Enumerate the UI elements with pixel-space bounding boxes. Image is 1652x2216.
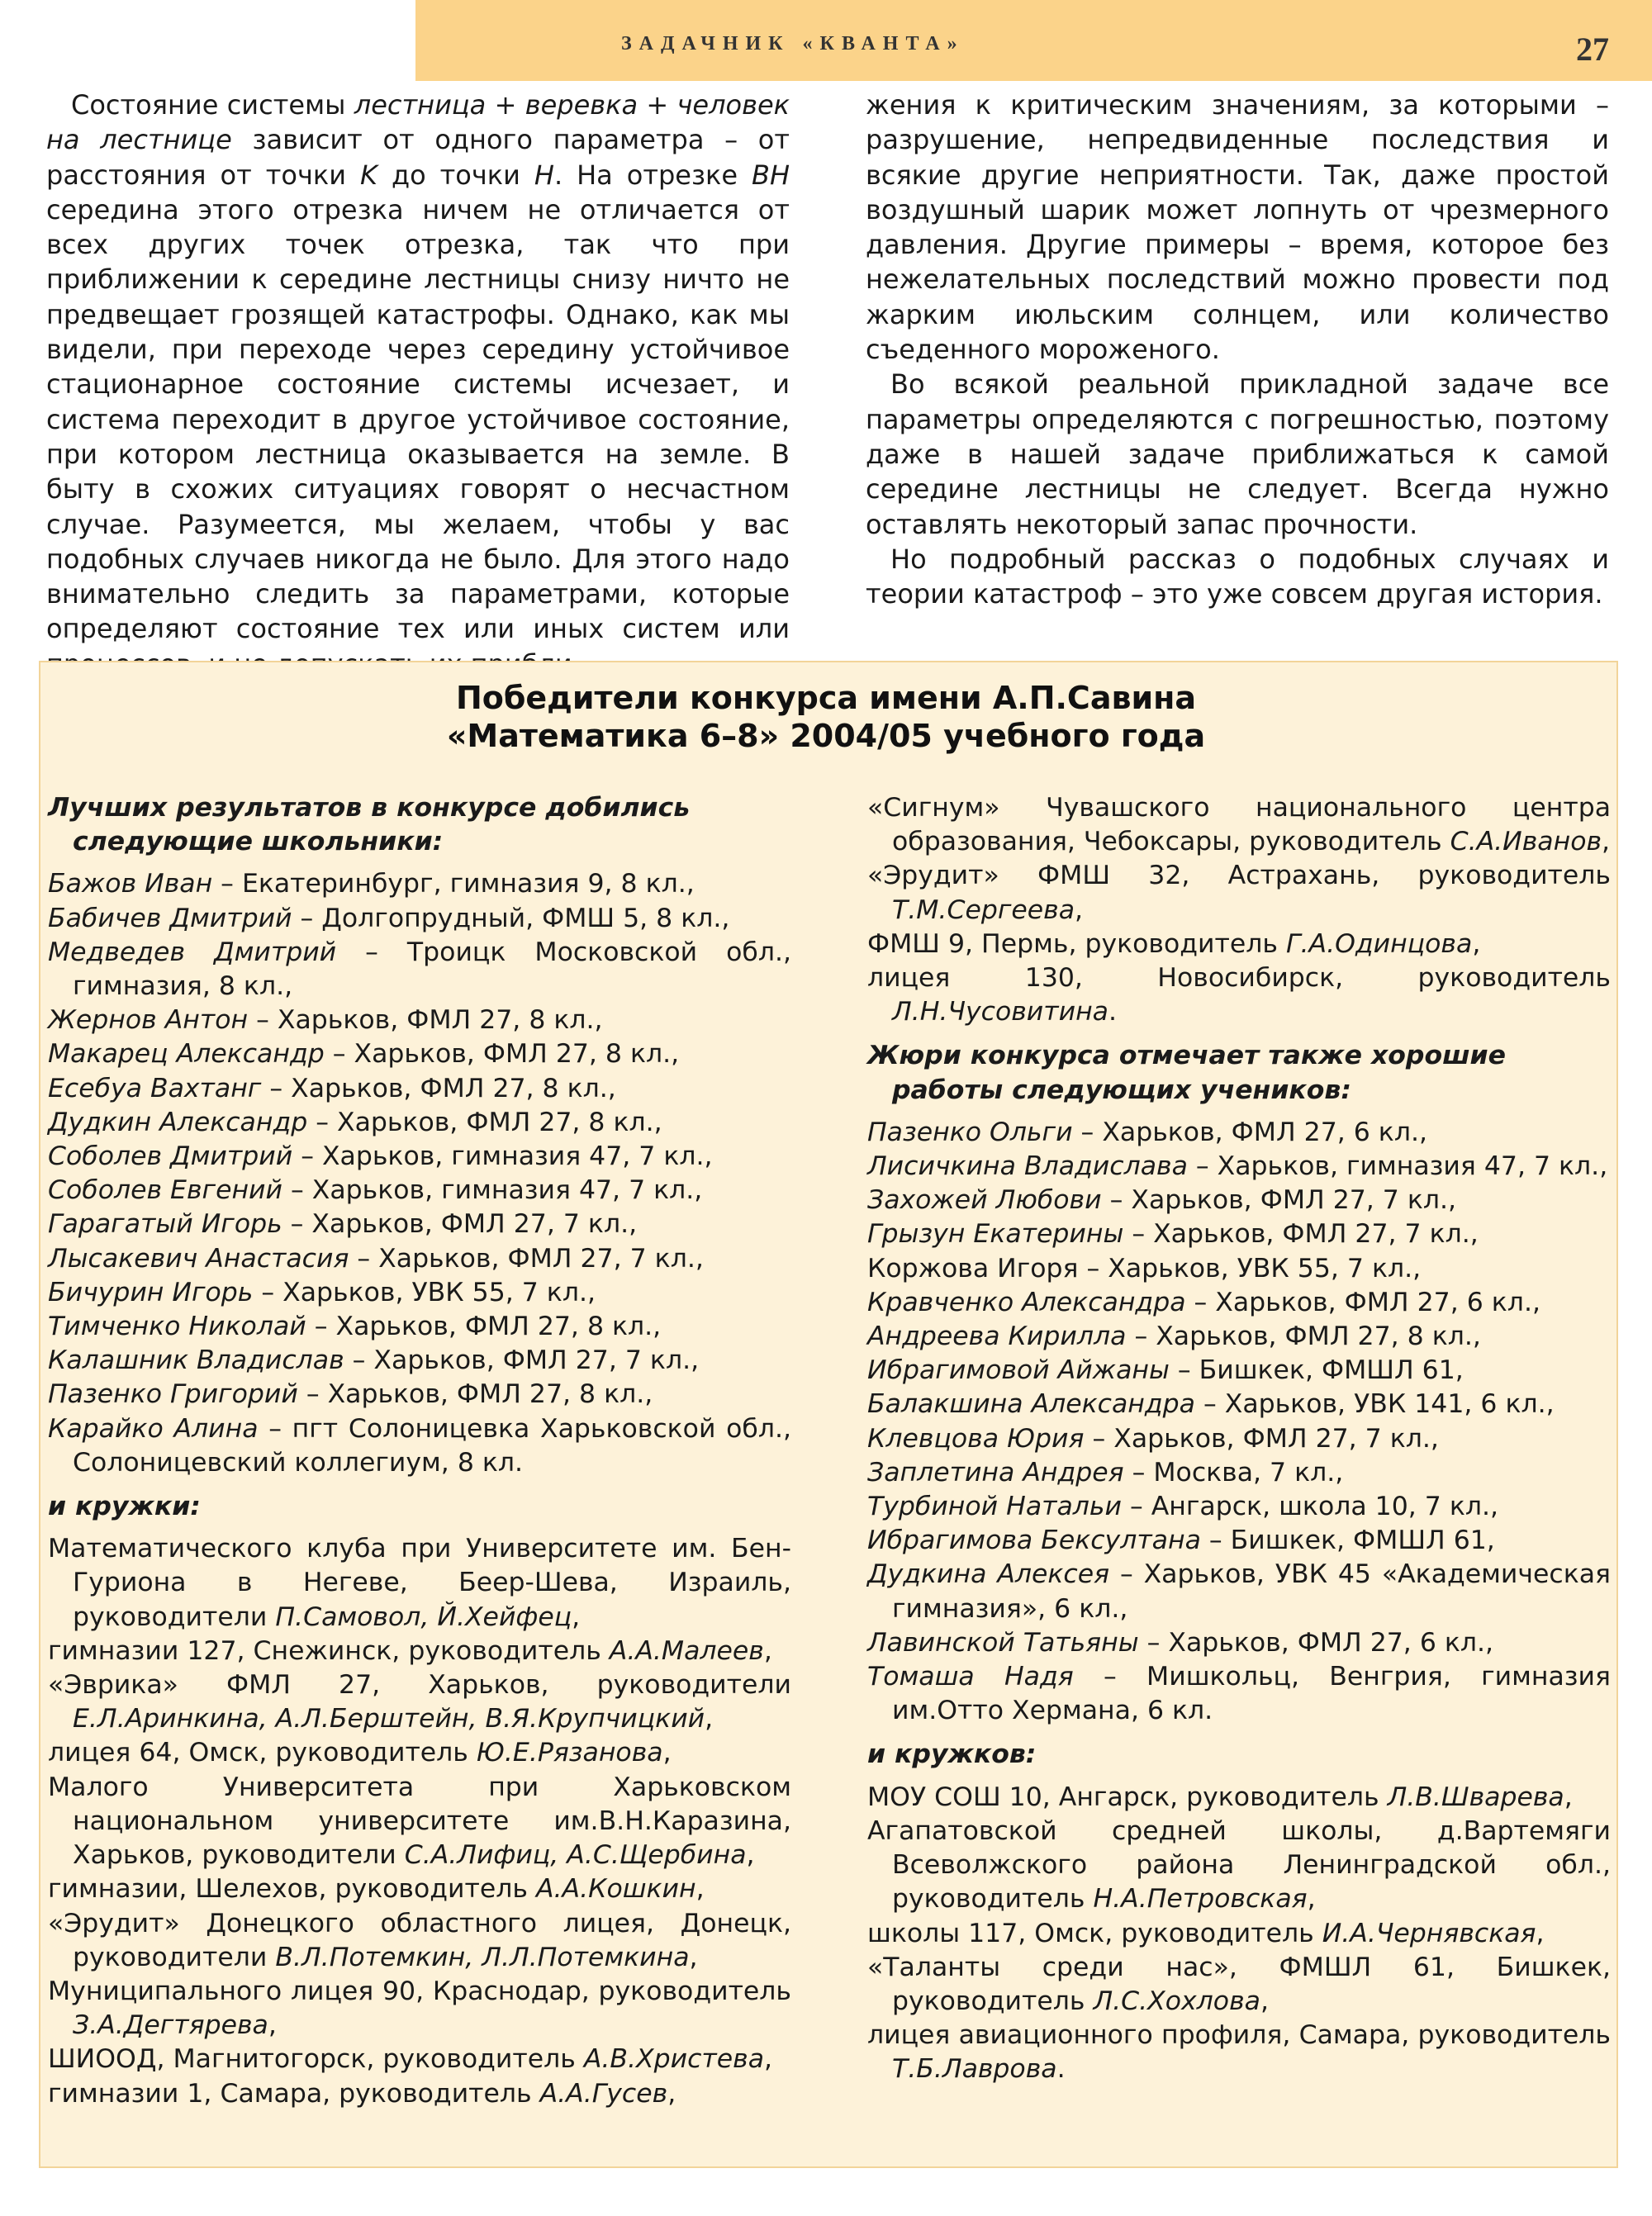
italic-span: Пазенко Ольги (867, 1117, 1073, 1147)
italic-span: А.А.Гусев (539, 2078, 668, 2109)
text-span: «Эрудит» ФМШ 32, Астрахань, руководитель (867, 861, 1611, 891)
text-span: жения к критическим значениям, за которыми – разрушение, непредвиденные последствия и всякие другие неприятности. Так, даже простой воздушный шарик может лопнуть от чрезмерного давления. Другие примеры – время, которое без нежелательных последствий можно провести под жарким июльским солнцем, или количество съеденного мороженого. (866, 89, 1609, 366)
list-item (48, 1668, 791, 1736)
list-item (867, 1660, 1611, 1728)
list-item (48, 1378, 791, 1412)
text-span: – Екатеринбург, гимназия 9, 8 кл., (212, 869, 695, 899)
list-item (48, 1412, 791, 1480)
list-item (48, 2077, 791, 2111)
italic-span: Медведев Дмитрий (48, 937, 337, 967)
list-item (48, 1771, 791, 1873)
list-item (48, 936, 791, 1004)
italic-span: Л.Н.Чусовитина (892, 997, 1108, 1027)
text-span: «Сигнум» Чувашского национального центра образования, Чебоксары, руководитель (867, 793, 1611, 857)
italic-span: Дудкин Александр (48, 1107, 308, 1137)
text-span: лицея 130, Новосибирск, руководитель (867, 963, 1611, 994)
text-span: , (667, 2078, 676, 2109)
italic-span: А.В.Христева (583, 2044, 764, 2075)
text-span: «Эрудит» Донецкого областного лицея, Донецк, руководители (48, 1908, 791, 1972)
text-span: – Мишкольц, Венгрия, гимназия им.Отто Хермана, 6 кл. (892, 1662, 1611, 1726)
text-span: середина этого отрезка ничем не отличается от всех других точек отрезка, так что при приближении к середине лестницы снизу ничто не предвещает грозящей катастрофы. Однако, как мы видели, при переходе через середину устойчивое стационарное состояние системы исчезает, и система переходит в другое устойчивое состояние, при котором лестница оказывается на земле. В быту в схожих ситуациях говорят о несчастном случае. Разумеется, мы желаем, чтобы у вас подобных случаев никогда не было. Для этого надо внимательно следить за параметрами, которые определяют состояние тех или иных систем или (46, 193, 790, 645)
list-item (867, 1422, 1611, 1456)
italic-span: Пазенко Григорий (48, 1379, 298, 1410)
italic-span: Ибрагимовой Айжаны (867, 1355, 1170, 1386)
list-item (48, 1532, 791, 1635)
text-span: ШИООД, Магнитогорск, руководитель (48, 2044, 584, 2075)
winners-title-line2: «Математика 6–8» 2004/05 учебного года (446, 718, 1206, 754)
text-span: – Харьков, ФМЛ 27, 6 кл., (1072, 1117, 1427, 1147)
list-item (48, 1072, 791, 1106)
text-span: Состояние системы (71, 89, 354, 121)
list-item (867, 2019, 1611, 2086)
list-item (867, 1184, 1611, 1217)
text-span: – Харьков, УВК 55, 7 кл., (253, 1277, 596, 1307)
text-span: гимназии, Шелехов, руководитель (48, 1874, 536, 1905)
list-item (48, 1736, 791, 1770)
text-span: Но подробный рассказ о подобных случаях и теории катастроф – это уже совсем другая история. (866, 543, 1609, 610)
italic-span: Бажов Иван (48, 869, 213, 899)
list-item (48, 1208, 791, 1241)
italic-span: Ибрагимова Бексултана (867, 1526, 1201, 1556)
running-header: ЗАДАЧНИК «КВАНТА» (621, 33, 965, 55)
text-span: школы 117, Омск, руководитель (867, 1918, 1322, 1948)
text-span: , (705, 1704, 714, 1734)
list-item (867, 791, 1611, 859)
italic-span: Бичурин Игорь (48, 1277, 254, 1307)
list-item (48, 902, 791, 936)
italic-span: И.А.Чернявская (1322, 1918, 1536, 1948)
text-span: Коржова Игоря – Харьков, УВК 55, 7 кл., (867, 1253, 1422, 1284)
italic-span: Есебуа Вахтанг (48, 1073, 262, 1103)
text-span: Малого Университета при Харьковском национальном университете им.В.Н.Каразина, Харьков, руководители (48, 1772, 791, 1871)
article-column-right (866, 88, 1609, 611)
text-span: , (1536, 1918, 1545, 1948)
list-item (867, 1116, 1611, 1150)
italic-span: Соболев Дмитрий (48, 1141, 293, 1172)
text-span: МОУ СОШ 10, Ангарск, руководитель (867, 1782, 1388, 1812)
text-span: – Харьков, ФМЛ 27, 8 кл., (306, 1312, 662, 1342)
text-span: ФМШ 9, Пермь, руководитель (867, 928, 1286, 959)
text-span: – Харьков, УВК 45 «Академическая гимназия», 6 кл., (892, 1559, 1611, 1624)
list-item (867, 1354, 1611, 1388)
list-item (48, 1975, 791, 2043)
text-span: – Харьков, гимназия 47, 7 кл., (292, 1141, 713, 1172)
list-item (867, 1524, 1611, 1558)
winners-list-right (867, 791, 1611, 2087)
italic-span: лестница + веревка + человек на лестнице (46, 89, 790, 156)
list-heading: Лучших результатов в конкурсе добились следующие школьники: (48, 793, 691, 857)
italic-span: Андреева Кирилла (867, 1322, 1127, 1352)
italic-span: Лысакевич Анастасия (48, 1243, 349, 1274)
text-span: – Харьков, ФМЛ 27, 8 кл., (324, 1039, 680, 1070)
italic-span: Г.А.Одинцова (1285, 928, 1473, 959)
list-item (48, 1907, 791, 1975)
italic-span: Лавинской Татьяны (867, 1627, 1139, 1658)
text-span: – Харьков, ФМЛ 27, 7 кл., (1123, 1219, 1479, 1250)
italic-span: Т.М.Сергеева (892, 894, 1075, 925)
text-span: Математического клуба при Университете им. Бен-Гуриона в Негеве, Беер-Шева, Израиль, руководители (48, 1534, 791, 1632)
italic-span: А.А.Малеев (609, 1635, 764, 1666)
text-span: «Таланты среди нас», ФМШЛ 61, Бишкек, руководитель (867, 1952, 1611, 2016)
text-span: – Харьков, ФМЛ 27, 8 кл., (307, 1107, 662, 1137)
italic-span: Н.А.Петровская (1093, 1884, 1308, 1915)
list-item (867, 859, 1611, 927)
text-span: – Харьков, ФМЛ 27, 7 кл., (344, 1345, 700, 1376)
text-span: Агапатовской средней школы, д.Вартемяги Всеволжского района Ленинградской обл., руководитель (867, 1815, 1611, 1915)
list-item (867, 1252, 1611, 1286)
page-number: 27 (1576, 31, 1609, 68)
list-item (867, 1626, 1611, 1660)
italic-span: Грызун Екатерины (867, 1219, 1124, 1250)
italic-span: П.Самовол, Й.Хейфец (275, 1601, 572, 1632)
text-span: , (1075, 894, 1084, 925)
italic-span: Гарагатый Игорь (48, 1209, 282, 1240)
list-item (867, 1286, 1611, 1320)
article-paragraph (866, 542, 1609, 612)
text-span: – Харьков, УВК 141, 6 кл., (1194, 1389, 1555, 1420)
italic-span: А.А.Кошкин (535, 1874, 696, 1905)
italic-span: BH (752, 159, 790, 191)
italic-span: Кравченко Александра (867, 1287, 1186, 1317)
italic-span: С.А.Лифиц, А.С.Щербина (404, 1840, 747, 1871)
text-span: – Ангарск, школа 10, 7 кл., (1121, 1492, 1499, 1522)
list-item (867, 1781, 1611, 1815)
italic-span: Жернов Антон (48, 1005, 249, 1036)
list-item (48, 1174, 791, 1208)
italic-span: В.Л.Потемкин, Л.Л.Потемкина (275, 1942, 690, 1972)
italic-span: Ю.Е.Рязанова (476, 1738, 663, 1768)
text-span: «Эврика» ФМЛ 27, Харьков, руководители (48, 1670, 791, 1701)
text-span: – Харьков, ФМЛ 27, 6 кл., (1185, 1287, 1540, 1317)
italic-span: Е.Л.Аринкина, А.Л.Берштейн, В.Я.Крупчицкий (73, 1704, 705, 1734)
list-item (48, 1140, 791, 1174)
list-item (48, 1276, 791, 1310)
text-span: . (1108, 997, 1117, 1027)
list-item (867, 1217, 1611, 1251)
text-span: – Долгопрудный, ФМШ 5, 8 кл., (292, 903, 730, 933)
list-item (867, 1388, 1611, 1421)
text-span: – Харьков, ФМЛ 27, 7 кл., (1101, 1185, 1457, 1216)
italic-span: Макарец Александр (48, 1039, 325, 1070)
list-heading: Жюри конкурса отмечает также хорошие работы следующих учеников: (867, 1041, 1506, 1105)
text-span: , (764, 2044, 773, 2075)
list-item (48, 1872, 791, 1906)
text-span: Муниципального лицея 90, Краснодар, руководитель (48, 1976, 791, 2006)
italic-span: Дудкина Алексея (867, 1559, 1110, 1590)
list-item (48, 1037, 791, 1071)
text-span: – Троицк Московской обл., гимназия, 8 кл., (73, 937, 791, 1002)
text-span: лицея 64, Омск, руководитель (48, 1738, 477, 1768)
text-span: , (572, 1601, 581, 1632)
italic-span: Л.С.Хохлова (1093, 1986, 1260, 2016)
list-item (48, 1344, 791, 1378)
italic-span: Клевцова Юрия (867, 1423, 1085, 1454)
text-span: – Харьков, ФМЛ 27, 6 кл., (1138, 1627, 1494, 1658)
article-paragraph (46, 88, 790, 681)
list-item (867, 961, 1611, 1029)
text-span: – Харьков, гимназия 47, 7 кл., (1187, 1151, 1608, 1182)
italic-span: С.А.Иванов (1450, 827, 1602, 857)
italic-span: Бабичев Дмитрий (48, 903, 292, 933)
article-paragraph (866, 367, 1609, 541)
text-span: , (1260, 1986, 1269, 2016)
winners-title-line1: Победители конкурса имени А.П.Савина (455, 680, 1197, 716)
list-item (48, 1004, 791, 1037)
italic-span: Соболев Евгений (48, 1175, 282, 1206)
text-span: , (1307, 1884, 1316, 1915)
list-item (867, 1815, 1611, 1917)
list-item (48, 1635, 791, 1668)
article-paragraph (866, 88, 1609, 367)
italic-span: Тимченко Николай (48, 1312, 306, 1342)
list-item (48, 1106, 791, 1140)
italic-span: Турбиной Натальи (867, 1492, 1122, 1522)
text-span: , (268, 2010, 277, 2041)
text-span: . На отрезке (553, 159, 752, 191)
list-item (867, 1490, 1611, 1524)
text-span: – Харьков, ФМЛ 27, 7 кл., (282, 1209, 638, 1240)
text-span: , (662, 1738, 672, 1768)
text-span: – Москва, 7 кл., (1123, 1457, 1344, 1488)
text-span: – Харьков, гимназия 47, 7 кл., (282, 1175, 703, 1206)
text-span: гимназии 127, Снежинск, руководитель (48, 1635, 610, 1666)
list-item (867, 1320, 1611, 1354)
italic-span: Заплетина Андрея (867, 1457, 1124, 1488)
winners-list-left (48, 791, 791, 2111)
text-span: – Харьков, ФМЛ 27, 8 кл., (261, 1073, 616, 1103)
italic-span: Л.В.Шварева (1387, 1782, 1564, 1812)
text-span: – Харьков, ФМЛ 27, 8 кл., (248, 1005, 603, 1036)
list-item (867, 1558, 1611, 1625)
text-span: – Бишкек, ФМШЛ 61, (1169, 1355, 1464, 1386)
italic-span: K (359, 159, 377, 191)
italic-span: З.А.Дегтярева (73, 2010, 268, 2041)
winners-title (0, 679, 1652, 755)
text-span: , (1602, 827, 1611, 857)
list-heading: и кружков: (867, 1739, 1037, 1770)
text-span: – Харьков, ФМЛ 27, 8 кл., (1126, 1322, 1481, 1352)
text-span: – Бишкек, ФМШЛ 61, (1200, 1526, 1495, 1556)
text-span: – пгт Солоницевка Харьковской обл., Солоницевский коллегиум, 8 кл. (73, 1413, 791, 1478)
italic-span: Томаша Надя (867, 1662, 1074, 1692)
italic-span: Т.Б.Лаврова (892, 2054, 1057, 2085)
text-span: Во всякой реальной прикладной задаче все параметры определяются с погрешностью, поэтому даже в нашей задаче приближаться к самой середине лестницы не следует. Всегда нужно оставлять некоторый запас прочности. (866, 368, 1609, 540)
italic-span: H (534, 159, 554, 191)
text-span: , (689, 1942, 698, 1972)
italic-span: Карайко Алина (48, 1413, 259, 1444)
list-item (48, 1242, 791, 1276)
list-item (48, 867, 791, 901)
list-item (867, 1456, 1611, 1490)
text-span: – Харьков, ФМЛ 27, 8 кл., (297, 1379, 653, 1410)
italic-span: Калашник Владислав (48, 1345, 344, 1376)
article-column-left (46, 88, 790, 681)
italic-span: Лисичкина Владислава (867, 1151, 1188, 1182)
list-item (867, 1917, 1611, 1951)
text-span: , (763, 1635, 772, 1666)
text-span: – Харьков, ФМЛ 27, 7 кл., (1084, 1423, 1439, 1454)
text-span: лицея авиационного профиля, Самара, руководитель (867, 2020, 1611, 2051)
text-span: . (1056, 2054, 1066, 2085)
text-span: – Харьков, ФМЛ 27, 7 кл., (349, 1243, 704, 1274)
list-item (867, 1951, 1611, 2019)
list-heading: и кружки: (48, 1492, 201, 1522)
text-span: гимназии 1, Самара, руководитель (48, 2078, 540, 2109)
text-span: , (1472, 928, 1481, 959)
list-item (48, 2043, 791, 2076)
text-span: до точки (377, 159, 534, 191)
header-bar (415, 0, 1652, 81)
italic-span: Балакшина Александра (867, 1389, 1195, 1420)
italic-span: Захожей Любови (867, 1185, 1102, 1216)
list-item (867, 928, 1611, 961)
text-span: , (1564, 1782, 1573, 1812)
text-span: , (746, 1840, 755, 1871)
list-item (48, 1310, 791, 1344)
list-item (867, 1150, 1611, 1184)
text-span: зависит от одного параметра – от расстояния от точки (46, 124, 790, 191)
text-span: , (695, 1874, 705, 1905)
